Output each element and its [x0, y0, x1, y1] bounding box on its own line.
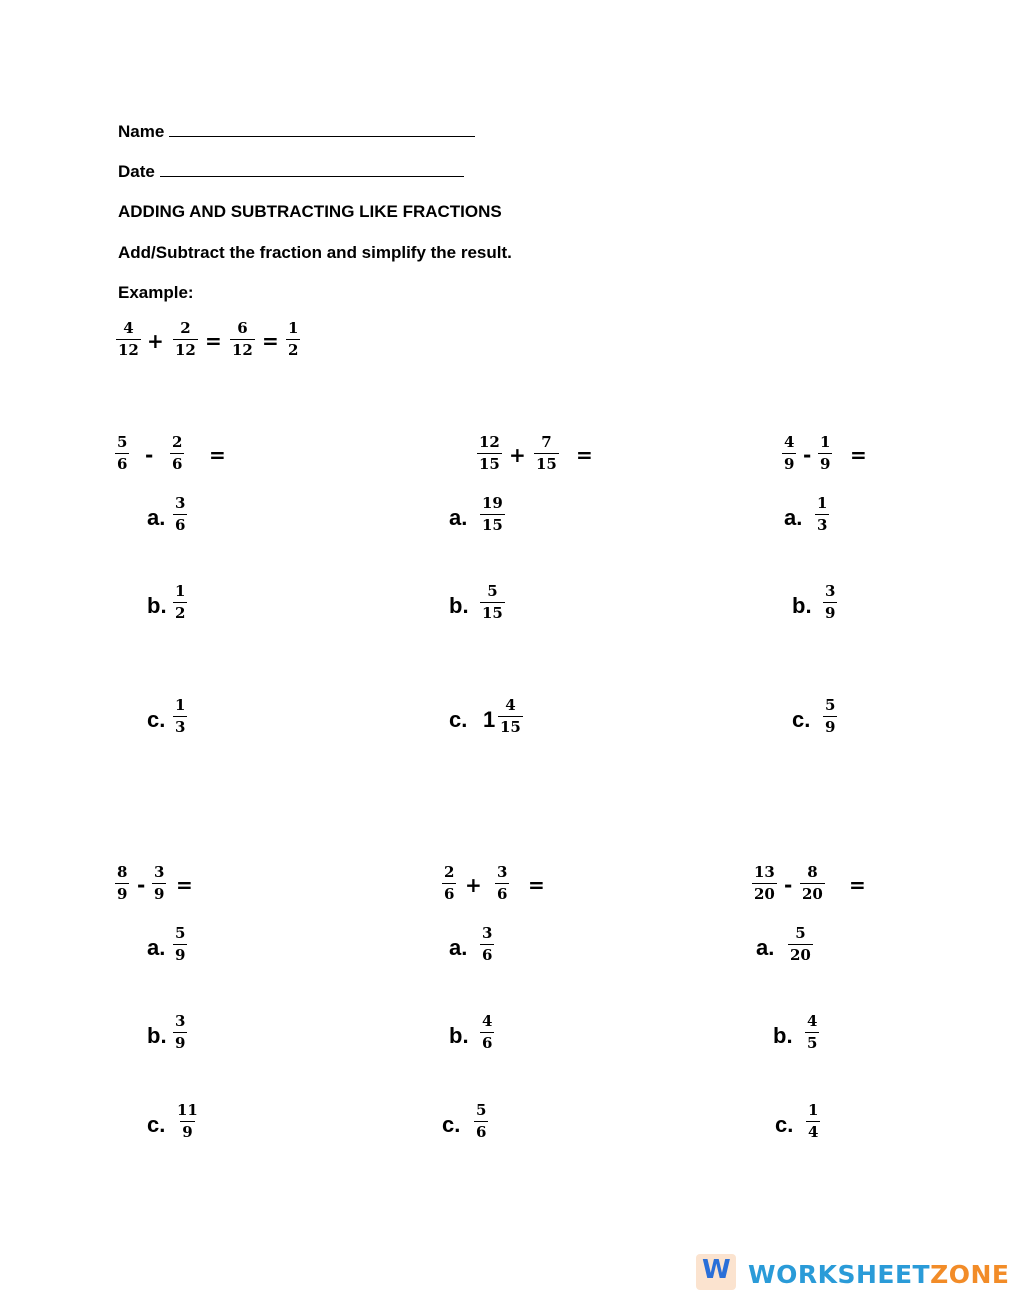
minus-operator: -	[803, 443, 812, 467]
fraction: $\frac{7}{15}$	[536, 433, 557, 473]
choice-label: b.	[773, 1023, 793, 1048]
fraction: $\frac{8}{9}$	[117, 863, 128, 903]
fraction: $\frac{4}{5}$	[807, 1012, 818, 1052]
whole-number: 1	[483, 707, 496, 732]
fraction: $\frac{3}{9}$	[825, 582, 836, 622]
fraction: $\frac{19}{15}$	[482, 494, 503, 534]
choice-label: a.	[756, 935, 775, 960]
choice-label: a.	[784, 505, 803, 530]
choice-label: c.	[147, 1112, 166, 1137]
name-field[interactable]	[118, 122, 475, 142]
logo-letter: W	[702, 1255, 731, 1285]
plus-operator: +	[509, 443, 526, 467]
equals-operator: =	[850, 443, 867, 467]
equals-operator: =	[262, 329, 279, 353]
fraction: $\frac{11}{9}$	[177, 1101, 198, 1141]
plus-operator: +	[465, 873, 482, 897]
fraction: $\frac{3}{6}$	[175, 494, 186, 534]
equals-operator: =	[849, 873, 866, 897]
equals-operator: =	[576, 443, 593, 467]
fraction: $\frac{2}{12}$	[175, 319, 196, 359]
wordmark-part-2: ZONE	[930, 1260, 1009, 1289]
choice-label: a.	[147, 935, 166, 960]
equals-operator: =	[205, 329, 222, 353]
choice-label: c.	[775, 1112, 794, 1137]
fraction: $\frac{1}{2}$	[175, 582, 186, 622]
choice-label: c.	[442, 1112, 461, 1137]
fraction: $\frac{4}{15}$	[500, 696, 521, 736]
plus-operator: +	[147, 329, 164, 353]
fraction: $\frac{2}{6}$	[444, 863, 455, 903]
equals-operator: =	[528, 873, 545, 897]
example-label: Example:	[118, 283, 194, 302]
fraction: $\frac{3}{9}$	[154, 863, 165, 903]
choice-label: c.	[792, 707, 811, 732]
fraction: $\frac{6}{12}$	[232, 319, 253, 359]
worksheet-title: ADDING AND SUBTRACTING LIKE FRACTIONS	[118, 202, 502, 221]
fraction: $\frac{5}{6}$	[117, 433, 128, 473]
choice-label: a.	[147, 505, 166, 530]
choice-label: a.	[449, 935, 468, 960]
fraction: $\frac{5}{6}$	[476, 1101, 487, 1141]
date-label: Date	[118, 162, 155, 181]
fraction: $\frac{1}{3}$	[175, 696, 186, 736]
choice-label: c.	[147, 707, 166, 732]
fraction: $\frac{3}{9}$	[175, 1012, 186, 1052]
wordmark-part-1: WORKSHEET	[748, 1260, 931, 1289]
choice-label: c.	[449, 707, 468, 732]
fraction: $\frac{1}{4}$	[808, 1101, 819, 1141]
fraction: $\frac{3}{6}$	[482, 924, 493, 964]
fraction: $\frac{5}{9}$	[825, 696, 836, 736]
equals-operator: =	[176, 873, 193, 897]
fraction: $\frac{1}{9}$	[820, 433, 831, 473]
minus-operator: -	[145, 443, 154, 467]
choice-label: b.	[449, 593, 469, 618]
fraction: $\frac{1}{2}$	[288, 319, 299, 359]
instructions: Add/Subtract the fraction and simplify the result.	[118, 243, 512, 262]
fraction: $\frac{12}{15}$	[479, 433, 500, 473]
fraction: $\frac{5}{15}$	[482, 582, 503, 622]
choice-label: b.	[792, 593, 812, 618]
fraction: $\frac{5}{20}$	[790, 924, 811, 964]
name-blank[interactable]	[169, 122, 475, 137]
equals-operator: =	[209, 443, 226, 467]
choice-label: b.	[147, 593, 167, 618]
fraction: $\frac{4}{9}$	[784, 433, 795, 473]
fraction: $\frac{8}{20}$	[802, 863, 823, 903]
minus-operator: -	[137, 873, 146, 897]
name-label: Name	[118, 122, 165, 141]
logo-icon	[696, 1254, 736, 1290]
fraction: $\frac{5}{9}$	[175, 924, 186, 964]
minus-operator: -	[784, 873, 793, 897]
choice-label: b.	[449, 1023, 469, 1048]
fraction: $\frac{4}{6}$	[482, 1012, 493, 1052]
fraction: $\frac{2}{6}$	[172, 433, 183, 473]
date-blank[interactable]	[160, 162, 464, 177]
fraction: $\frac{13}{20}$	[754, 863, 775, 903]
fraction: $\frac{1}{3}$	[817, 494, 828, 534]
logo-wordmark	[748, 1260, 1009, 1289]
date-field[interactable]	[118, 162, 464, 182]
fraction: $\frac{4}{12}$	[118, 319, 139, 359]
choice-label: b.	[147, 1023, 167, 1048]
fraction: $\frac{3}{6}$	[497, 863, 508, 903]
choice-label: a.	[449, 505, 468, 530]
